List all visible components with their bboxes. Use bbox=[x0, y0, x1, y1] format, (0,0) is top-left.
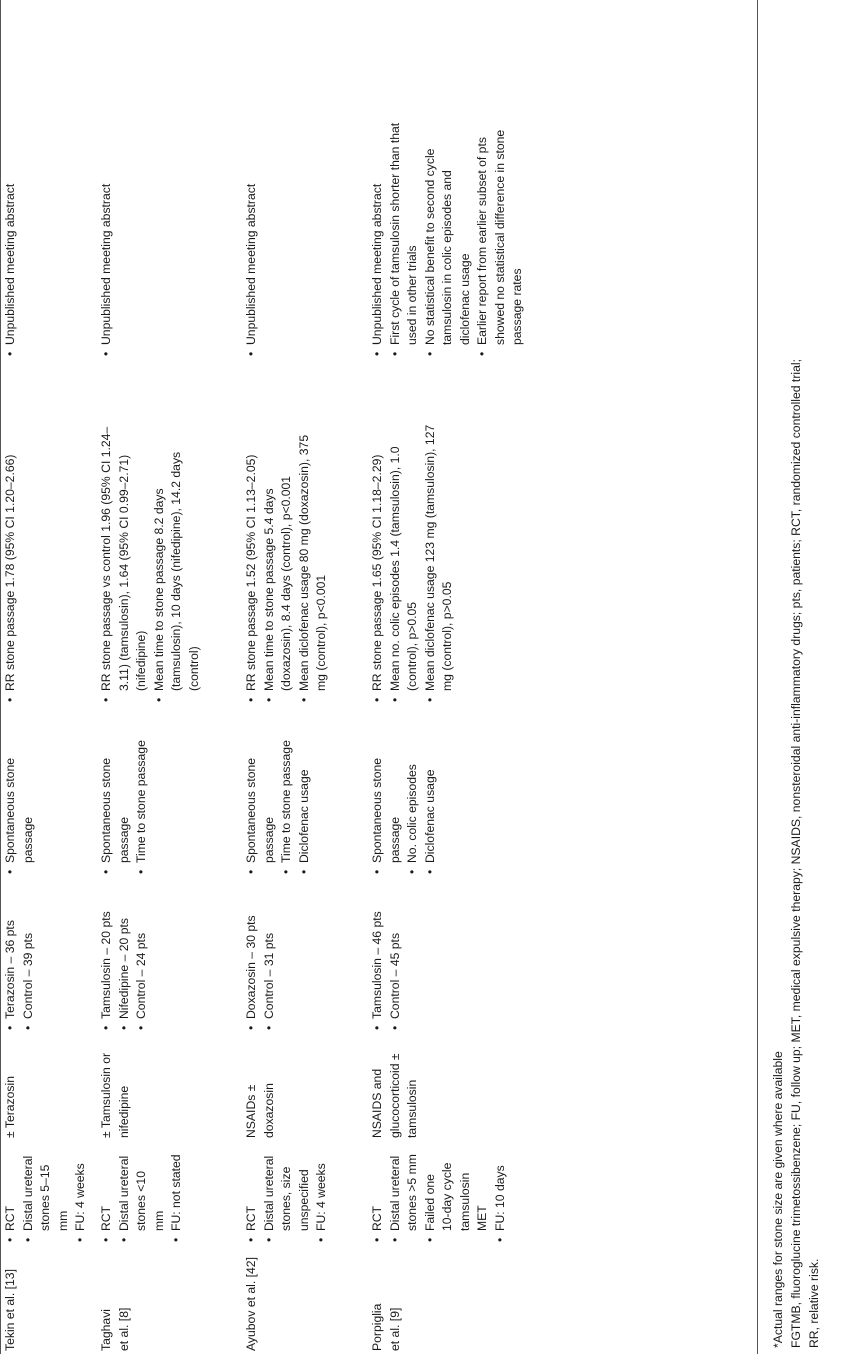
results-item: • Mean diclofenac usage 80 mg (doxazosin), 375 mg (control), p<0.001 bbox=[296, 420, 331, 702]
study-text: Tekin et al. [13] bbox=[3, 1269, 17, 1351]
patients-item: • Control – 24 pts bbox=[133, 890, 151, 1030]
patients-item: • Terazosin – 36 pts bbox=[2, 890, 20, 1030]
results-item: • Mean time to stone passage 5.4 days (doxazosin), 8.4 days (control), p<0.001 bbox=[261, 420, 296, 702]
footnote-stone-size: *Actual ranges for stone size are given where available bbox=[771, 1051, 785, 1348]
patients-cell bbox=[243, 890, 278, 1030]
comments-item: • No statistical benefit to second cycle tamsulosin in colic episodes and diclofenac usage bbox=[422, 116, 475, 356]
design-item: • RCT bbox=[2, 1154, 20, 1242]
endpoints-item: • Spontaneous stone passage bbox=[98, 716, 133, 874]
comments-item: • Earlier report from earlier subset of pts showed no statistical difference in stone passage rates bbox=[474, 116, 527, 356]
comments-cell bbox=[98, 116, 116, 356]
study-text: Taghavi bbox=[99, 1308, 113, 1351]
table-rule-top bbox=[0, 0, 1, 1354]
patients-item: • Control – 39 pts bbox=[20, 890, 38, 1030]
design-item: • FU: 4 weeks bbox=[72, 1154, 90, 1242]
design-item: • Distal ureteral stones >5 mm bbox=[387, 1154, 422, 1242]
endpoints-item: • Diclofenac usage bbox=[296, 716, 314, 874]
results-item: • RR stone passage 1.65 (95% CI 1.18–2.29) bbox=[369, 420, 387, 702]
endpoints-cell bbox=[369, 716, 439, 874]
table-row bbox=[369, 0, 559, 1354]
comments-cell bbox=[2, 116, 20, 356]
design-item: • FU: not stated bbox=[168, 1154, 186, 1242]
study-cell bbox=[369, 1259, 404, 1351]
comments-item: • Unpublished meeting abstract bbox=[243, 116, 261, 356]
results-cell bbox=[2, 420, 20, 702]
treatment-cell bbox=[98, 1043, 133, 1138]
results-cell bbox=[98, 420, 203, 702]
design-item: • RCT bbox=[98, 1154, 116, 1242]
results-item: • RR stone passage vs control 1.96 (95% CI 1.24–3.11) (tamsulosin), 1.64 (95% CI 0.99–2.71) (nifedipine) bbox=[98, 420, 151, 702]
design-cell bbox=[98, 1154, 186, 1242]
treatment-text: NSAIDS and glucocorticoid ± tamsulosin bbox=[370, 1053, 419, 1138]
design-cell bbox=[243, 1154, 331, 1242]
design-item: • Failed one 10-day cycle tamsulosin MET bbox=[422, 1154, 492, 1242]
results-cell bbox=[369, 420, 457, 702]
design-item: • Distal ureteral stones 5–15 mm bbox=[20, 1154, 73, 1242]
study-text: Ayubov et al. [42] bbox=[244, 1257, 258, 1351]
patients-item: • Tamsulosin – 46 pts bbox=[369, 890, 387, 1030]
table-rule-bottom bbox=[757, 0, 758, 1354]
endpoints-cell bbox=[98, 716, 151, 874]
treatment-text: ± Tamsulosin or nifedipine bbox=[99, 1052, 131, 1138]
study-text: et al. [9] bbox=[387, 1307, 402, 1351]
treatment-text: NSAIDs ± doxazosin bbox=[244, 1083, 276, 1138]
treatment-text: ± Terazosin bbox=[3, 1075, 17, 1138]
design-item: • RCT bbox=[243, 1154, 261, 1242]
results-cell bbox=[243, 420, 331, 702]
study-cell bbox=[243, 1259, 261, 1351]
patients-item: • Control – 45 pts bbox=[387, 890, 405, 1030]
study-cell bbox=[2, 1259, 20, 1351]
design-item: • FU: 10 days bbox=[492, 1154, 510, 1242]
footnote-abbreviations-cont: RR, relative risk. bbox=[807, 1258, 821, 1348]
design-cell bbox=[2, 1154, 90, 1242]
endpoints-item: • No. colic episodes bbox=[404, 716, 422, 874]
patients-item: • Tamsulosin – 20 pts bbox=[98, 890, 116, 1030]
comments-item: • Unpublished meeting abstract bbox=[369, 116, 387, 356]
patients-item: • Nifedipine – 20 pts bbox=[116, 890, 134, 1030]
endpoints-cell bbox=[2, 716, 37, 874]
results-item: • Mean time to stone passage 8.2 days (tamsulosin), 10 days (nifedipine), 14.2 days (control) bbox=[151, 420, 204, 702]
endpoints-cell bbox=[243, 716, 313, 874]
patients-cell bbox=[98, 890, 151, 1030]
results-item: • Mean no. colic episodes 1.4 (tamsulosin), 1.0 (control), p>0.05 bbox=[387, 420, 422, 702]
study-text: et al. [8] bbox=[116, 1307, 131, 1351]
treatment-cell bbox=[243, 1043, 278, 1138]
patients-item: • Doxazosin – 30 pts bbox=[243, 890, 261, 1030]
patients-cell bbox=[369, 890, 404, 1030]
endpoints-item: • Spontaneous stone passage bbox=[369, 716, 404, 874]
patients-cell bbox=[2, 890, 37, 1030]
treatment-cell bbox=[2, 1043, 20, 1138]
endpoints-item: • Time to stone passage bbox=[278, 716, 296, 874]
results-item: • RR stone passage 1.52 (95% CI 1.13–2.05) bbox=[243, 420, 261, 702]
design-item: • FU: 4 weeks bbox=[313, 1154, 331, 1242]
footnote-abbreviations: FGTMB, fluoroglucine trimetossibenzene; FU, follow up; MET, medical expulsive therapy; NSAIDS, nonsteroidal anti-inflammatory drugs; pts, patients; RCT, randomized controlled trial; bbox=[789, 359, 803, 1348]
results-item: • RR stone passage 1.78 (95% CI 1.20–2.66) bbox=[2, 420, 20, 702]
design-item: • Distal ureteral stones, size unspecified bbox=[261, 1154, 314, 1242]
endpoints-item: • Spontaneous stone passage bbox=[243, 716, 278, 874]
comments-item: • Unpublished meeting abstract bbox=[2, 116, 20, 356]
comments-cell bbox=[243, 116, 261, 356]
comments-item: • Unpublished meeting abstract bbox=[98, 116, 116, 356]
comments-cell bbox=[369, 116, 527, 356]
design-cell bbox=[369, 1154, 509, 1242]
study-cell bbox=[98, 1259, 133, 1351]
treatment-cell bbox=[369, 1043, 422, 1138]
patients-item: • Control – 31 pts bbox=[261, 890, 279, 1030]
comments-item: • First cycle of tamsulosin shorter than that used in other trials bbox=[387, 116, 422, 356]
endpoints-item: • Spontaneous stone passage bbox=[2, 716, 37, 874]
endpoints-item: • Diclofenac usage bbox=[422, 716, 440, 874]
results-item: • Mean diclofenac usage 123 mg (tamsulosin), 127 mg (control), p>0.05 bbox=[422, 420, 457, 702]
study-text: Porpiglia bbox=[370, 1303, 384, 1351]
design-item: • RCT bbox=[369, 1154, 387, 1242]
endpoints-item: • Time to stone passage bbox=[133, 716, 151, 874]
design-item: • Distal ureteral stones <10 mm bbox=[116, 1154, 169, 1242]
